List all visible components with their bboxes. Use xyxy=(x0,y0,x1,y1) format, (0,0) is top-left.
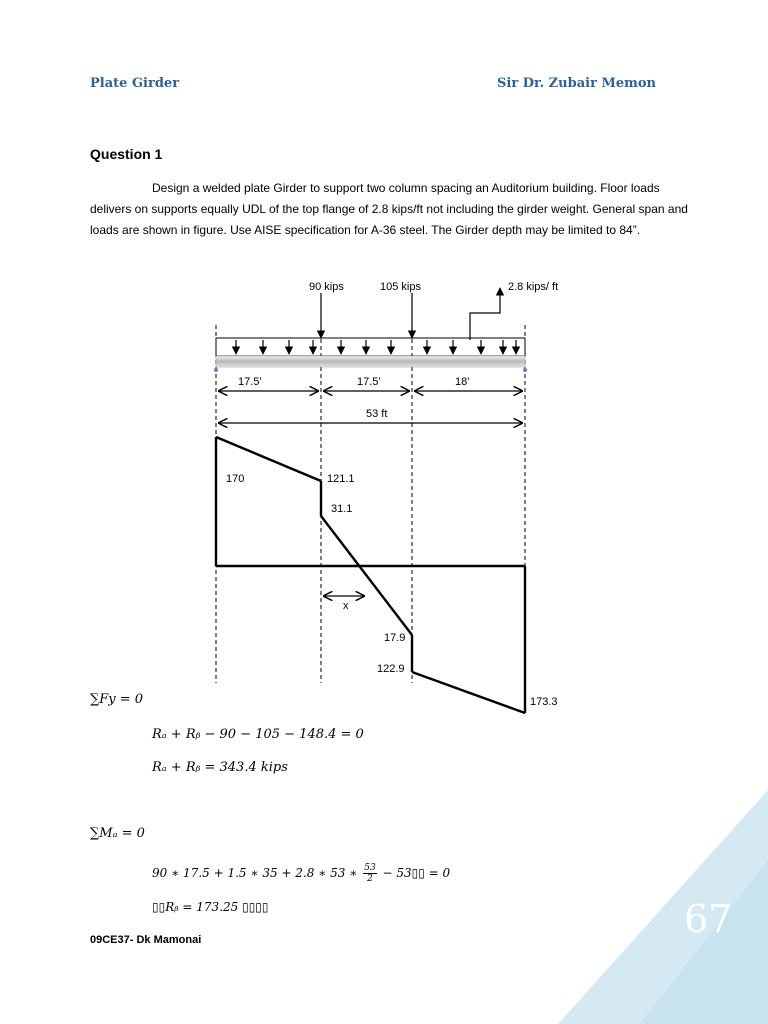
eq-fraction xyxy=(363,863,376,884)
shear-label-121: 121.1 xyxy=(327,473,355,485)
page-number: 67 xyxy=(684,897,733,941)
question-body: Design a welded plate Girder to support two column spacing an Auditorium building. Floor loads delivers on supports equally UDL of the top flange of 2.8 kips/ft not including the girder weight. General span and loads are shown in figure. Use AISE specification for A-36 steel. The Girder depth may be limited to 84”. xyxy=(90,181,688,237)
eq-moment-right: − 53▯▯ = 0 xyxy=(382,866,451,880)
udl-arrows xyxy=(236,340,516,354)
shear-label-31: 31.1 xyxy=(331,503,353,515)
beam xyxy=(216,356,525,367)
header-author: Sir Dr. Zubair Memon xyxy=(497,76,656,91)
eq-moment-left: 90 ∗ 17.5 + 1.5 ∗ 35 + 2.8 ∗ 53 ∗ xyxy=(152,866,358,880)
support-b xyxy=(523,368,527,372)
shear-label-17: 17.9 xyxy=(384,632,406,644)
dim-label-2: 17.5’ xyxy=(357,376,381,388)
shear-label-170: 170 xyxy=(226,473,245,485)
udl-leader xyxy=(470,288,500,340)
shear-label-122: 122.9 xyxy=(377,663,405,675)
dim-label-total: 53 ft xyxy=(366,408,388,420)
eq-reactions-1: Rₐ + Rᵦ − 90 − 105 − 148.4 = 0 xyxy=(152,727,364,742)
udl-box xyxy=(216,338,525,356)
load-label-udl: 2.8 kips/ ft xyxy=(508,281,559,293)
footer-label: 09CE37- Dk Mamonai xyxy=(90,934,202,946)
dim-label-1: 17.5’ xyxy=(238,376,262,388)
eq-fraction-den: 2 xyxy=(367,874,373,884)
eq-sum-fy: ∑Fy = 0 xyxy=(90,692,144,707)
eq-sum-ma: ∑Mₐ = 0 xyxy=(90,826,145,841)
shear-diagram xyxy=(216,437,525,713)
question-title: Question 1 xyxy=(90,146,163,162)
header-title: Plate Girder xyxy=(90,76,180,91)
shear-label-173: 173.3 xyxy=(530,696,558,708)
eq-reactions-2: Rₐ + Rᵦ = 343.4 kips xyxy=(152,760,288,775)
eq-rb-value: ▯▯Rᵦ = 173.25 ▯▯▯▯ xyxy=(152,900,269,914)
dim-label-3: 18’ xyxy=(455,376,470,388)
shear-label-x: x xyxy=(343,600,349,612)
eq-fraction-num: 53 xyxy=(364,863,376,873)
eq-moment xyxy=(152,863,450,884)
support-a xyxy=(214,368,218,372)
load-label-90: 90 kips xyxy=(309,281,344,293)
load-label-105: 105 kips xyxy=(380,281,421,293)
